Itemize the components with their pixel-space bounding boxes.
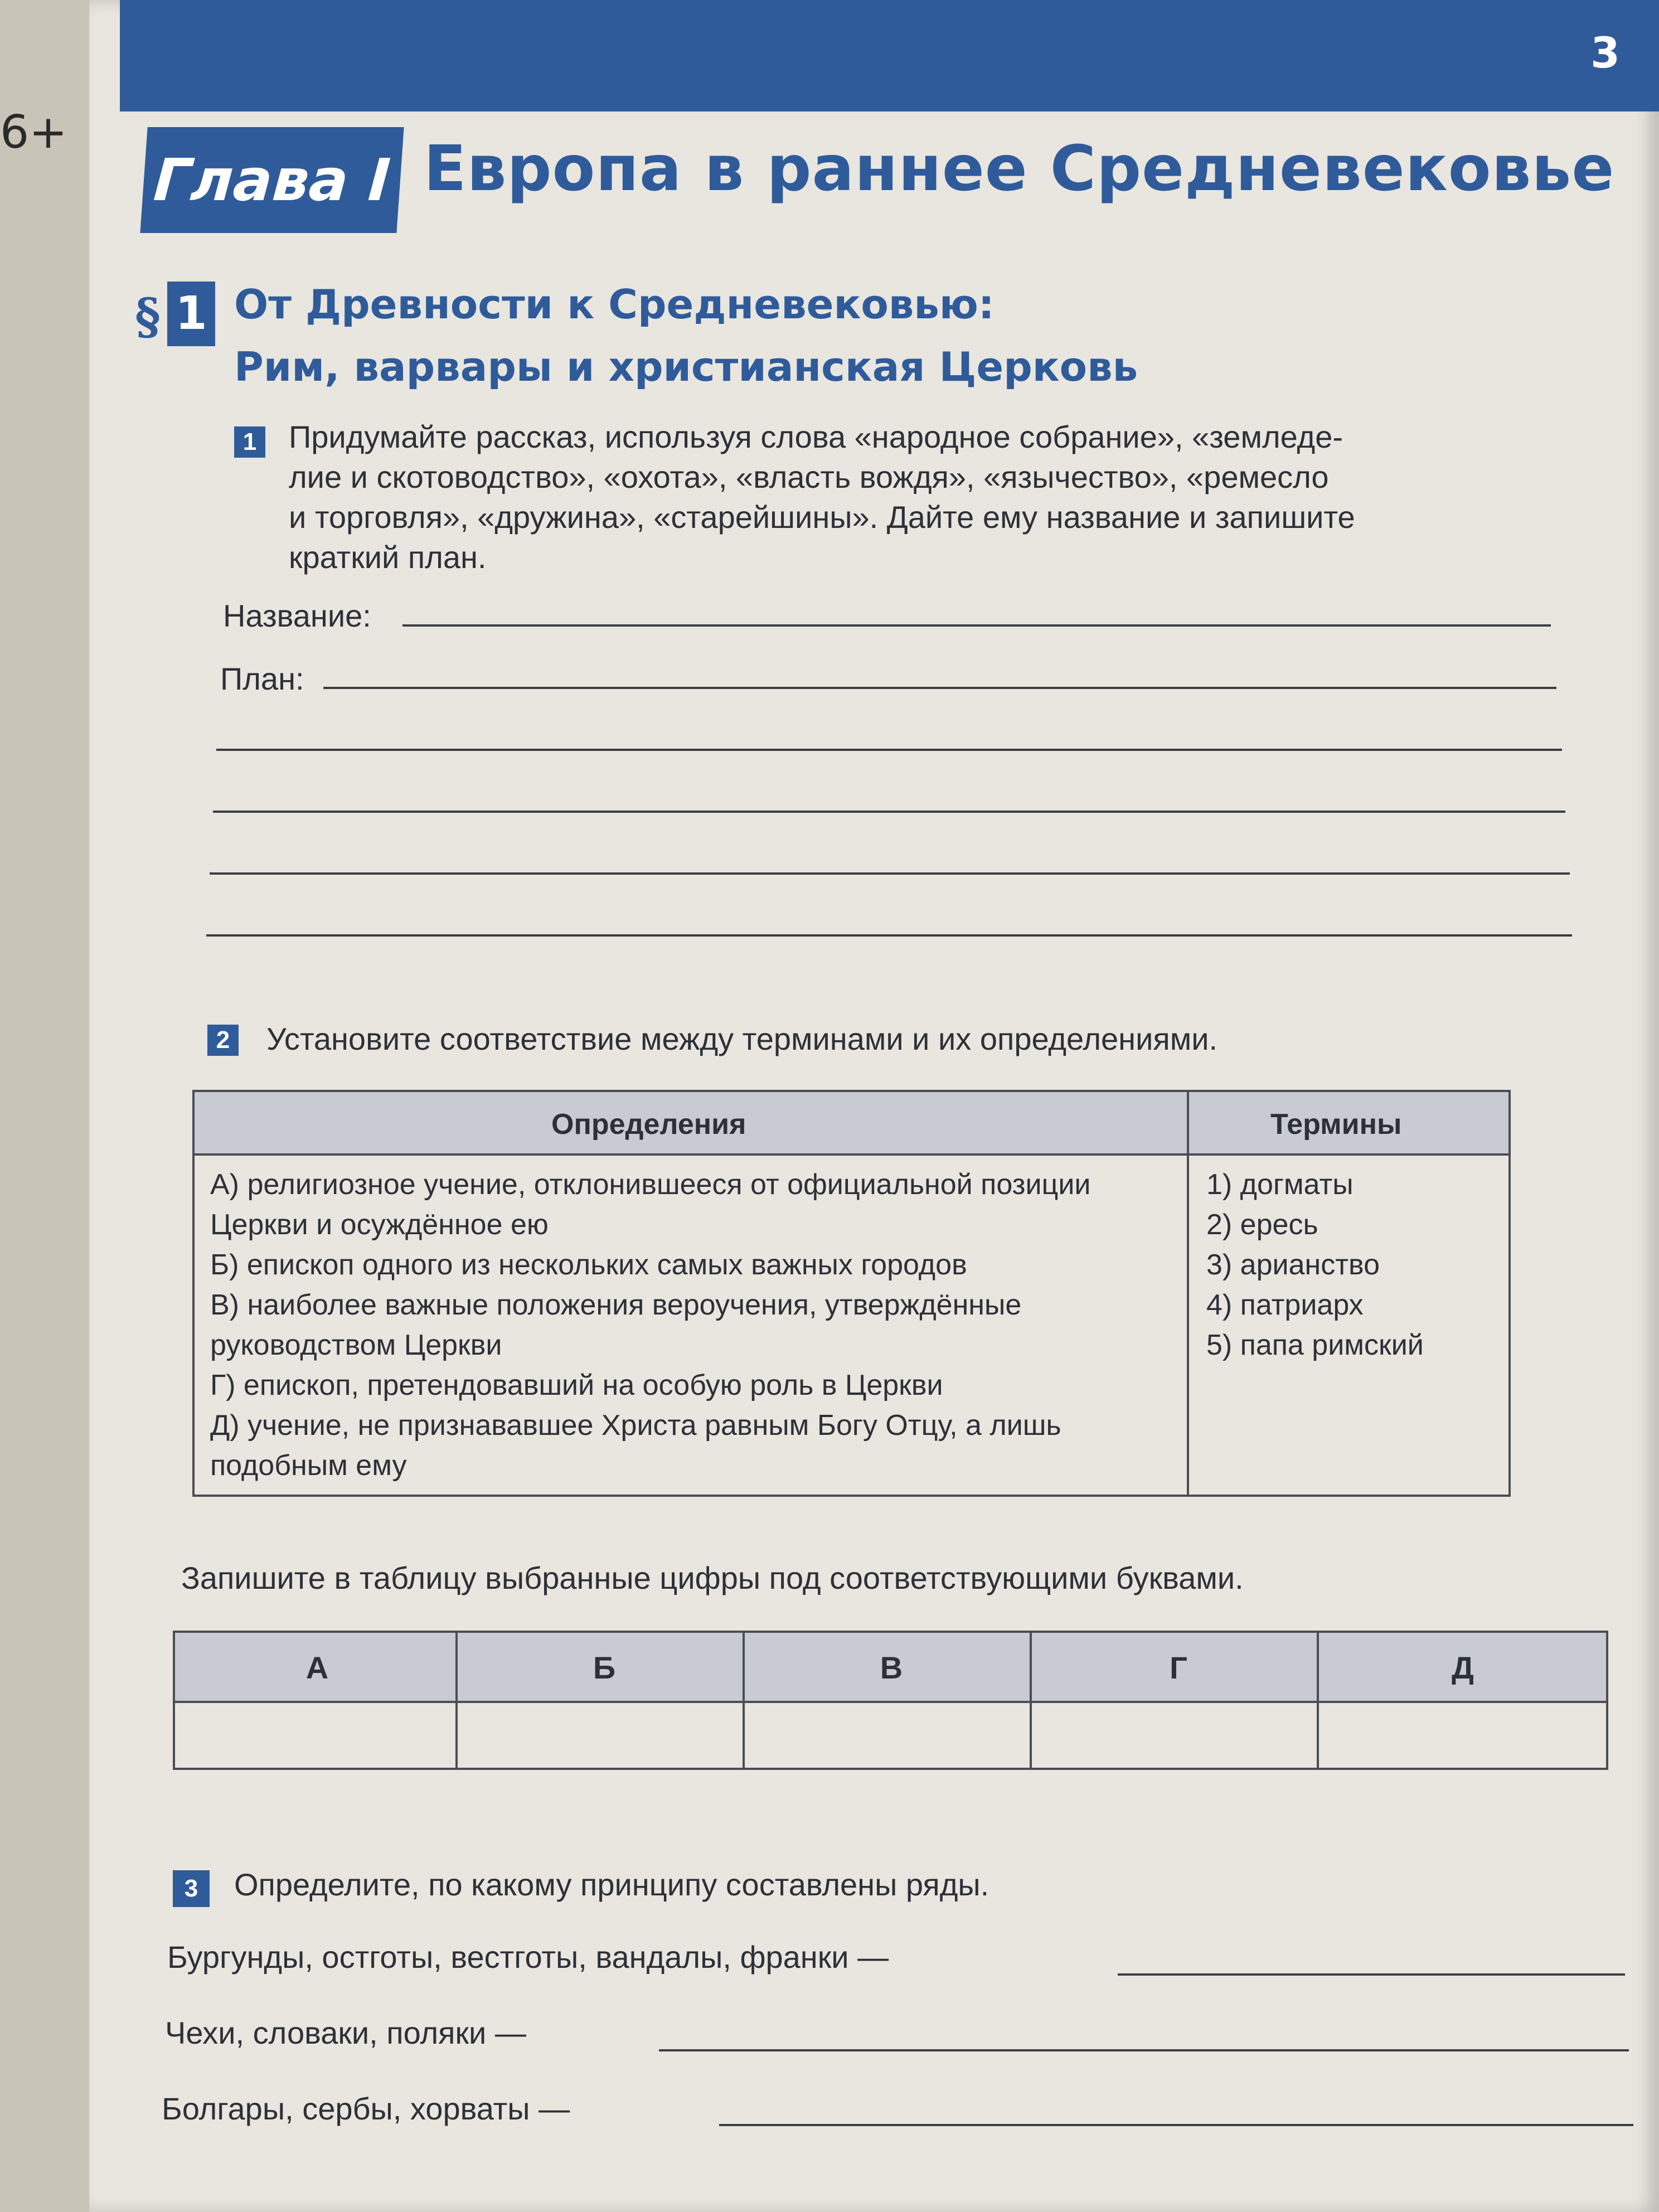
column-header-definitions: Определения xyxy=(551,1108,746,1141)
term-item: 1) догматы xyxy=(1206,1168,1354,1201)
header-bar xyxy=(120,0,1659,111)
definition-line: Г) епископ, претендовавший на особую роль в Церкви xyxy=(210,1369,943,1401)
term-item: 3) арианство xyxy=(1206,1249,1380,1281)
left-page-edge xyxy=(0,0,89,2212)
answer-cell-g[interactable] xyxy=(1032,1703,1317,1768)
chapter-label: Глава I xyxy=(140,127,404,233)
task1-line: краткий план. xyxy=(289,540,487,575)
column-header-terms: Термины xyxy=(1270,1108,1402,1141)
task2-number: 2 xyxy=(207,1025,239,1056)
terms-list xyxy=(1206,1165,1424,1365)
definition-line: Д) учение, не признававшее Христа равным Богу Отцу, а лишь xyxy=(210,1409,1061,1442)
row-label: Бургунды, остготы, вестготы, вандалы, франки — xyxy=(167,1939,889,1975)
paragraph-title-line1: От Древности к Средневековью: xyxy=(234,281,995,328)
task1-line: Придумайте рассказ, используя слова «народное собрание», «земледе- xyxy=(289,419,1343,454)
chapter-title: Европа в раннее Средневековье xyxy=(424,133,1615,205)
answer-letter: В xyxy=(880,1650,903,1685)
definitions-list xyxy=(210,1165,1180,1486)
paragraph-title xyxy=(234,273,1138,398)
answer-letter: А xyxy=(305,1650,329,1685)
answer-cell-d[interactable] xyxy=(1319,1703,1606,1768)
paragraph-sign: § xyxy=(135,287,161,345)
definition-line: подобным ему xyxy=(210,1449,407,1482)
name-label: Название: xyxy=(223,598,371,633)
answer-letter: Б xyxy=(593,1650,616,1685)
definition-line: В) наиболее важные положения вероучения, утверждённые xyxy=(210,1289,1022,1321)
definition-line: А) религиозное учение, отклонившееся от официальной позиции xyxy=(210,1168,1091,1201)
row-answer-line[interactable] xyxy=(1118,1973,1625,1976)
plan-answer-line[interactable] xyxy=(216,749,1562,751)
answer-letter: Д xyxy=(1452,1650,1474,1685)
task1-text xyxy=(289,417,1355,578)
row-label: Болгары, сербы, хорваты — xyxy=(162,2091,570,2126)
answer-cell-b[interactable] xyxy=(458,1703,743,1768)
term-item: 2) ересь xyxy=(1206,1209,1318,1241)
task1-line: лие и скотоводство», «охота», «власть вождя», «язычество», «ремесло xyxy=(289,459,1329,494)
definition-line: Церкви и осуждённое ею xyxy=(210,1209,549,1241)
definition-line: Б) епископ одного из нескольких самых важных городов xyxy=(210,1249,967,1281)
plan-answer-line[interactable] xyxy=(210,872,1570,875)
task1-line: и торговля», «дружина», «старейшины». Дайте ему название и запишите xyxy=(289,499,1355,535)
answer-cell-a[interactable] xyxy=(175,1703,455,1768)
definitions-table xyxy=(192,1090,1511,1497)
task1-number: 1 xyxy=(234,426,265,458)
term-item: 5) папа римский xyxy=(1206,1329,1424,1361)
answer-instruction: Запишите в таблицу выбранные цифры под соответствующими буквами. xyxy=(181,1560,1244,1595)
paragraph-title-line2: Рим, варвары и христианская Церковь xyxy=(234,343,1138,390)
row-answer-line[interactable] xyxy=(659,2049,1629,2051)
age-rating: 6+ xyxy=(0,106,67,159)
table-divider xyxy=(1187,1092,1189,1495)
plan-answer-line[interactable] xyxy=(323,687,1556,689)
term-item: 4) патриарх xyxy=(1206,1289,1364,1321)
row-label: Чехи, словаки, поляки — xyxy=(165,2015,526,2050)
task3-text: Определите, по какому принципу составлены ряды. xyxy=(234,1867,989,1902)
row-answer-line[interactable] xyxy=(719,2124,1633,2126)
answer-cell-v[interactable] xyxy=(745,1703,1030,1768)
paragraph-number: 1 xyxy=(167,282,215,346)
answer-letter: Г xyxy=(1170,1650,1187,1685)
answer-table xyxy=(173,1631,1608,1770)
definition-line: руководством Церкви xyxy=(210,1329,502,1361)
name-answer-line[interactable] xyxy=(402,624,1551,627)
page-number: 3 xyxy=(1590,28,1620,77)
plan-label: План: xyxy=(220,661,304,696)
task2-text: Установите соответствие между терминами и их определениями. xyxy=(266,1021,1218,1056)
plan-answer-line[interactable] xyxy=(213,811,1565,813)
task3-number: 3 xyxy=(173,1870,210,1907)
plan-answer-line[interactable] xyxy=(206,934,1572,937)
